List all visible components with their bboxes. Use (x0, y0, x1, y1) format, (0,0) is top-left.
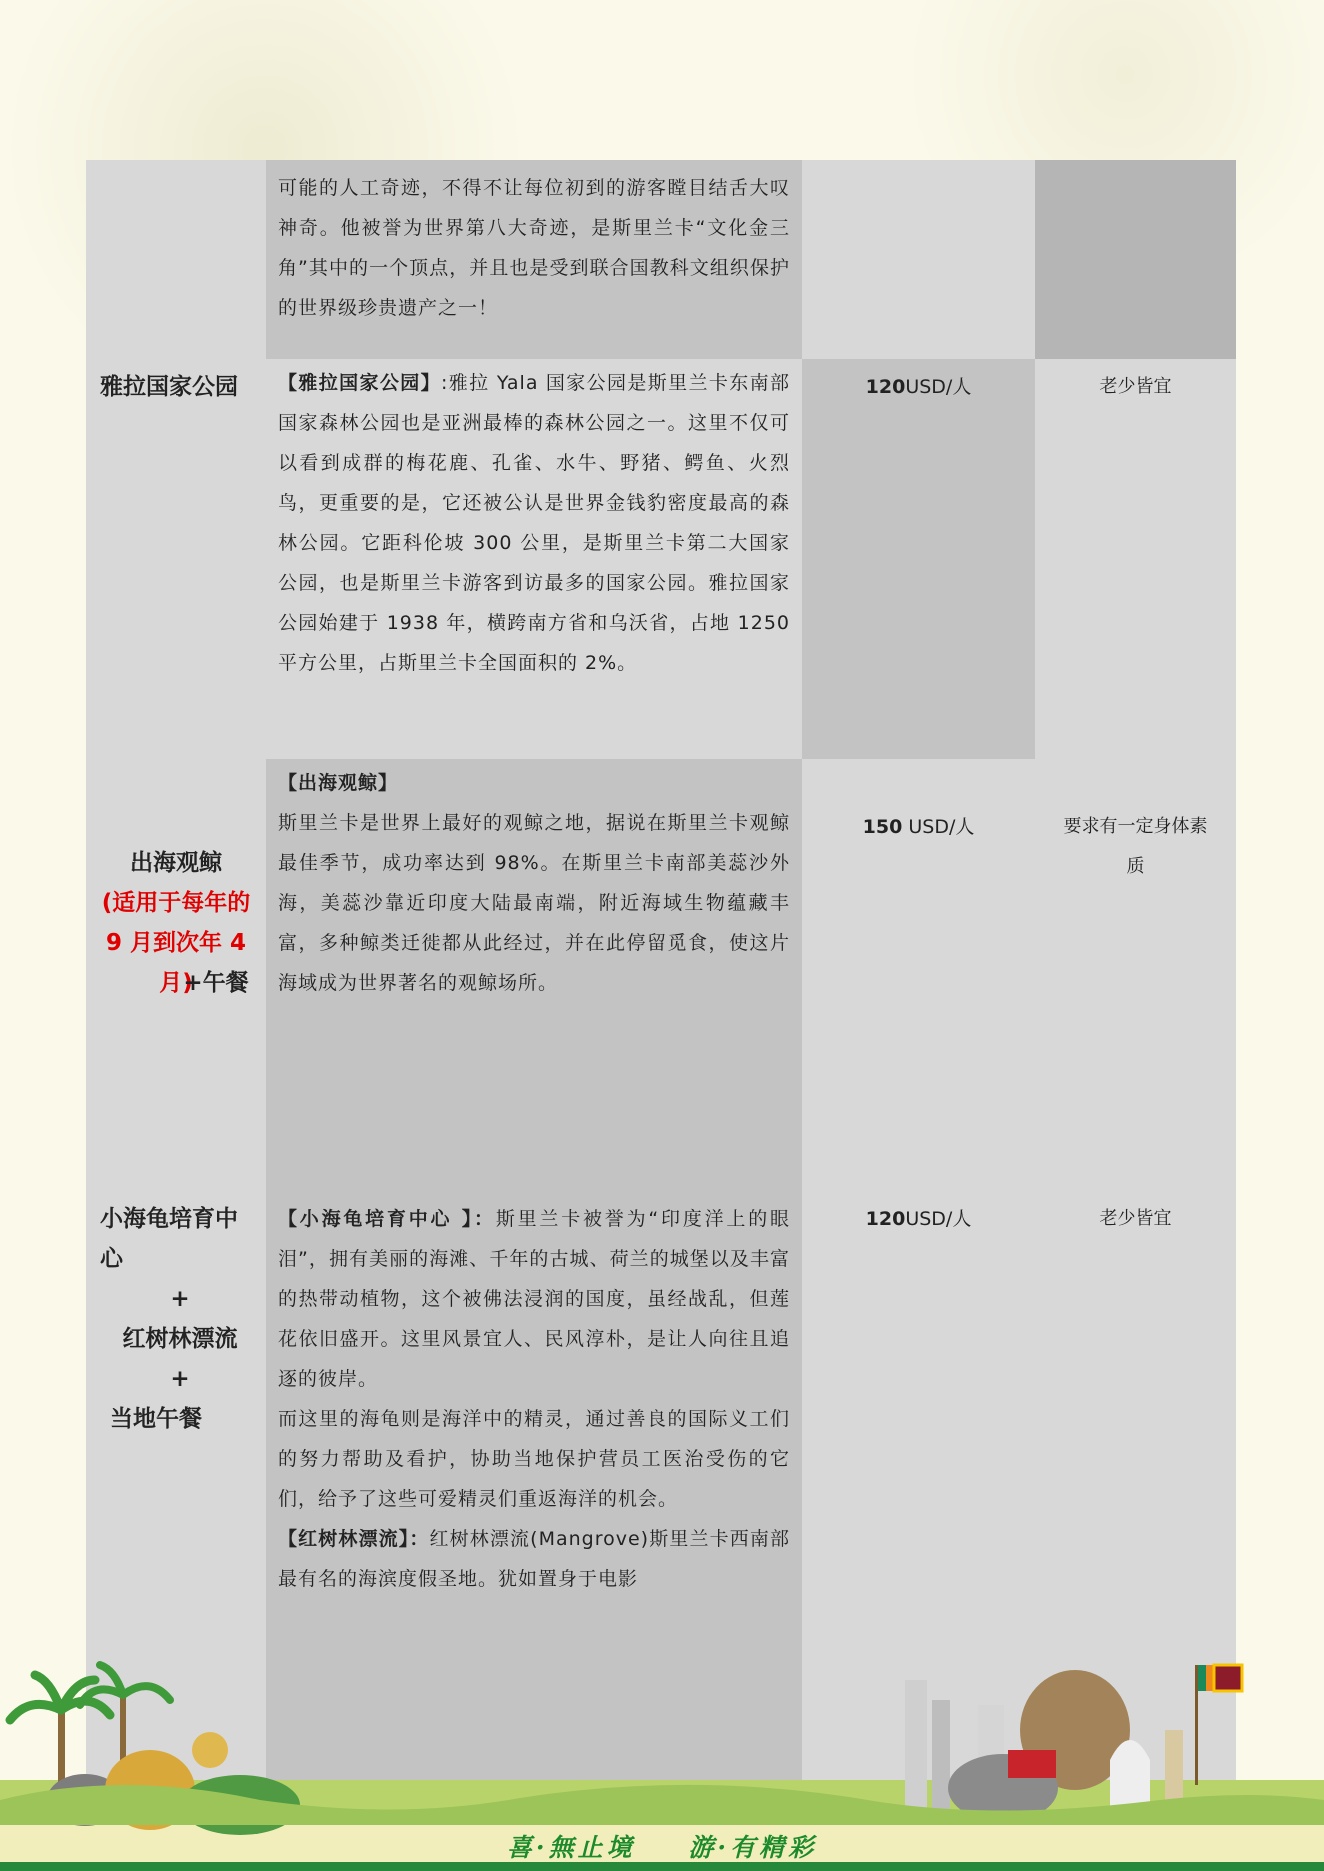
suitability-note: 要求有一定身体素质 (1063, 816, 1208, 877)
description-title: 【小海龟培育中心 】： (278, 1208, 496, 1230)
description-cell (266, 759, 802, 1199)
description-title: 【出海观鲸】 (278, 772, 399, 794)
price-unit: USD/人 (905, 1208, 972, 1230)
price-unit: USD/人 (902, 816, 975, 838)
price-amount: 120 (865, 1208, 906, 1230)
description-cell (266, 359, 802, 759)
note-cell (1035, 759, 1236, 1199)
name-cell (86, 759, 266, 1199)
season-note: (适用于每年的9 月到次年 4 月) (101, 890, 251, 996)
tower-icon (905, 1680, 927, 1820)
name-cell (86, 359, 266, 759)
description-text: :雅拉 Yala 国家公园是斯里兰卡东南部国家森林公园也是亚洲最棒的森林公园之一。这里不仅可以看到成群的梅花鹿、孔雀、水牛、野猪、鳄鱼、火烈鸟，更重要的是，它还被公认是世界金钱豹密度最高的森林公园。它距科伦坡 300 公里，是斯里兰卡第二大国家公园，也是斯里兰卡游客到访最多的国家公园。雅拉国家公园始建于 1938 年，横跨南方省和乌沃省，占地 1250 平方公里，占斯里兰卡全国面积的 2%。 (278, 372, 790, 674)
elephant-saddle-icon (1008, 1750, 1056, 1778)
excursion-name: 红树林漂流 (122, 1326, 238, 1352)
slogan-left: 喜·無止境 (506, 1833, 636, 1862)
price-amount: 150 (862, 816, 903, 838)
price-cell (802, 759, 1035, 1199)
plus-sign: + (170, 1366, 190, 1392)
description-text: 可能的人工奇迹，不得不让每位初到的游客瞠目结舌大叹神奇。他被誉为世界第八大奇迹，是斯里兰卡“文化金三角”其中的一个顶点，并且也是受到联合国教科文组织保护的世界级珍贵遗产之一！ (278, 177, 790, 319)
note-cell (1035, 160, 1236, 359)
table-row (86, 759, 1236, 1199)
price-cell (802, 160, 1035, 359)
note-cell (1035, 359, 1236, 759)
excursion-name: 雅拉国家公园 (100, 374, 238, 400)
flagpole-icon (1195, 1665, 1198, 1785)
description-title: 【雅拉国家公园】 (278, 372, 441, 394)
excursion-name: 出海观鲸 (130, 850, 222, 876)
description-text: 斯里兰卡被誉为“印度洋上的眼泪”，拥有美丽的海滩、千年的古城、荷兰的城堡以及丰富的热带动植物，这个被佛法浸润的国度，虽经战乱，但莲花依旧盛开。这里风景宜人、民风淳朴，是让人向往且追逐的彼岸。 (278, 1208, 790, 1390)
suitability-note: 老少皆宜 (1099, 376, 1172, 397)
footer-slogan (0, 1828, 1324, 1864)
suitability-note: 老少皆宜 (1099, 1208, 1172, 1229)
description-text: 斯里兰卡是世界上最好的观鲸之地，据说在斯里兰卡观鲸最佳季节，成功率达到 98%。在斯里兰卡南部美蕊沙外海，美蕊沙靠近印度大陆最南端，附近海域生物蕴藏丰富，多种鲸类迁徙都从此经过，并在此停留觅食，使这片海域成为世界著名的观鲸场所。 (278, 812, 790, 994)
table-row (86, 359, 1236, 759)
price-cell (802, 359, 1035, 759)
slogan-right: 游·有精彩 (688, 1833, 818, 1862)
description-text: 而这里的海龟则是海洋中的精灵，通过善良的国际义工们的努力帮助及看护，协助当地保护营员工医治受伤的它们，给予了这些可爱精灵们重返海洋的机会。 (278, 1408, 790, 1510)
excursion-table (86, 160, 1236, 1839)
buddha-head-icon (192, 1732, 228, 1768)
tower-icon (932, 1700, 950, 1820)
plus-sign: + (170, 1286, 190, 1312)
excursion-name: 当地午餐 (110, 1406, 202, 1432)
name-cell (86, 160, 266, 359)
price-unit: USD/人 (905, 376, 972, 398)
excursion-meal: +午餐 (183, 970, 249, 996)
table-row (86, 160, 1236, 359)
description-title: 【红树林漂流】： (278, 1528, 430, 1550)
price-amount: 120 (865, 376, 906, 398)
excursion-name: 小海龟培育中心 (100, 1206, 238, 1272)
description-cell (266, 160, 802, 359)
description-text: 红树林漂流(Mangrove)斯里兰卡西南部最有名的海滨度假圣地。犹如置身于电影 (278, 1528, 790, 1590)
